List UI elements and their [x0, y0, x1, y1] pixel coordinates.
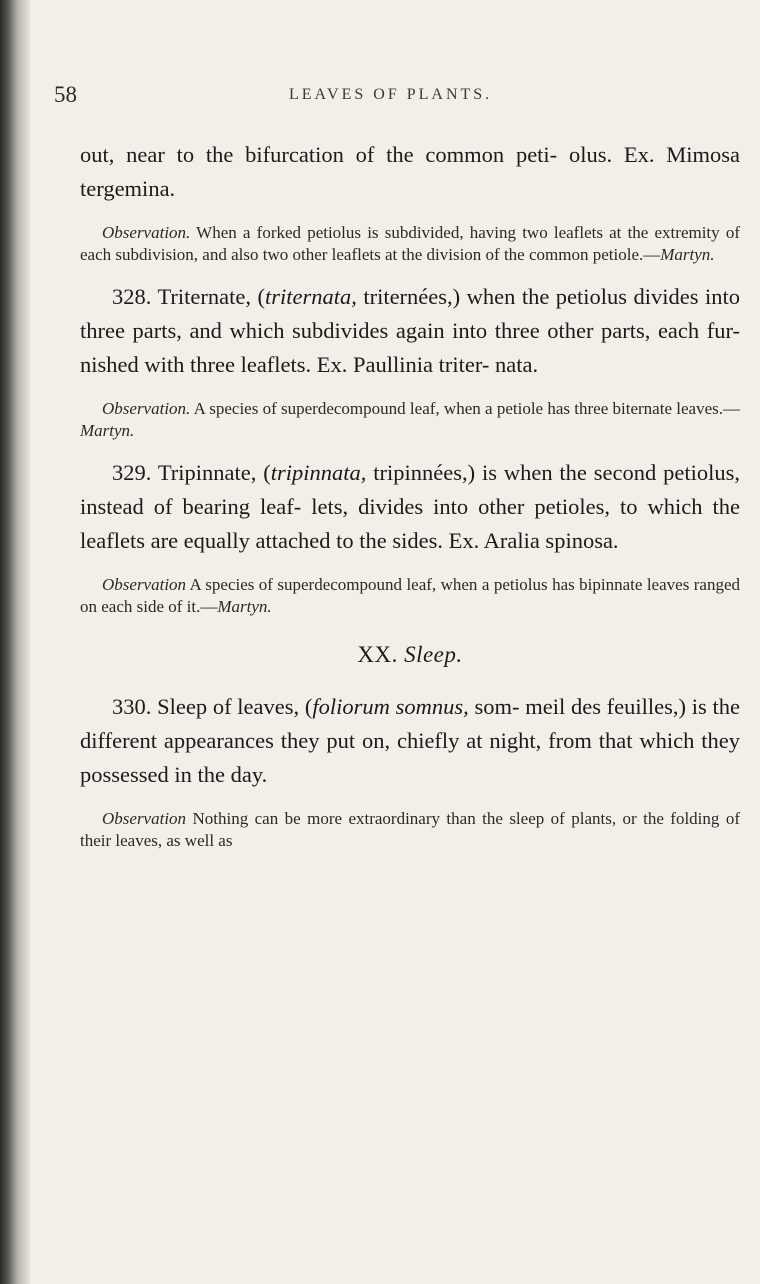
definition-text: triternées,) when the petiolus divides into three parts, and which subdivides again into three other parts, each fur- nished with three leaflets. Ex. Paullinia triter- nata.: [80, 284, 740, 377]
running-title: LEAVES OF PLANTS.: [289, 86, 493, 103]
observation-note: [80, 398, 740, 442]
definition-329: [80, 456, 740, 558]
page-number: 58: [54, 82, 77, 107]
definition-latin: triternata,: [264, 284, 357, 309]
definition-lead: 329. Tripinnate, (: [112, 460, 271, 485]
observation-author: Martyn.: [660, 245, 715, 264]
page-body: [80, 138, 740, 852]
definition-latin: foliorum somnus,: [312, 694, 469, 719]
observation-author: Martyn.: [80, 421, 135, 440]
observation-text: When a forked petiolus is subdivided, having two leaflets at the extremity of each subdivision, and also two other leaflets at the division of the common petiole.—: [80, 223, 740, 264]
observation-label: Observation: [102, 575, 187, 594]
observation-label: Observation.: [102, 223, 191, 242]
observation-text: A species of superdecompound leaf, when a petiole has three biternate leaves.—: [190, 399, 740, 418]
section-title: Sleep.: [404, 642, 463, 667]
section-heading: [80, 642, 740, 668]
observation-note: [80, 574, 740, 618]
definition-lead: 330. Sleep of leaves, (: [112, 694, 313, 719]
running-head: [34, 82, 724, 112]
observation-note: [80, 808, 740, 852]
observation-note: [80, 222, 740, 266]
definition-text: som- meil des feuilles,) is the different appearances they put on, chiefly at night, from that which they possessed in the day.: [80, 694, 740, 787]
definition-328: [80, 280, 740, 382]
book-spine-shadow: [0, 0, 30, 1284]
observation-text: A species of superdecompound leaf, when a petiolus has bipinnate leaves ranged on each side of it.—: [80, 575, 740, 616]
observation-label: Observation.: [102, 399, 191, 418]
definition-330: [80, 690, 740, 792]
continuation-text: out, near to the bifurcation of the common peti- olus. Ex. Mimosa tergemina.: [80, 142, 740, 201]
definition-lead: 328. Triternate, (: [112, 284, 265, 309]
definition-text: tripinnées,) is when the second petiolus, instead of bearing leaf- lets, divides into other petioles, to which the leaflets are equally attached to the sides. Ex. Aralia spinosa.: [80, 460, 740, 553]
book-page: [34, 0, 760, 1284]
definition-latin: tripinnata,: [270, 460, 367, 485]
section-number: XX.: [357, 642, 398, 667]
paragraph-continuation: [80, 138, 740, 206]
observation-text: Nothing can be more extraordinary than the sleep of plants, or the folding of their leaves, as well as: [80, 809, 740, 850]
observation-label: Observation: [102, 809, 187, 828]
observation-author: Martyn.: [217, 597, 272, 616]
